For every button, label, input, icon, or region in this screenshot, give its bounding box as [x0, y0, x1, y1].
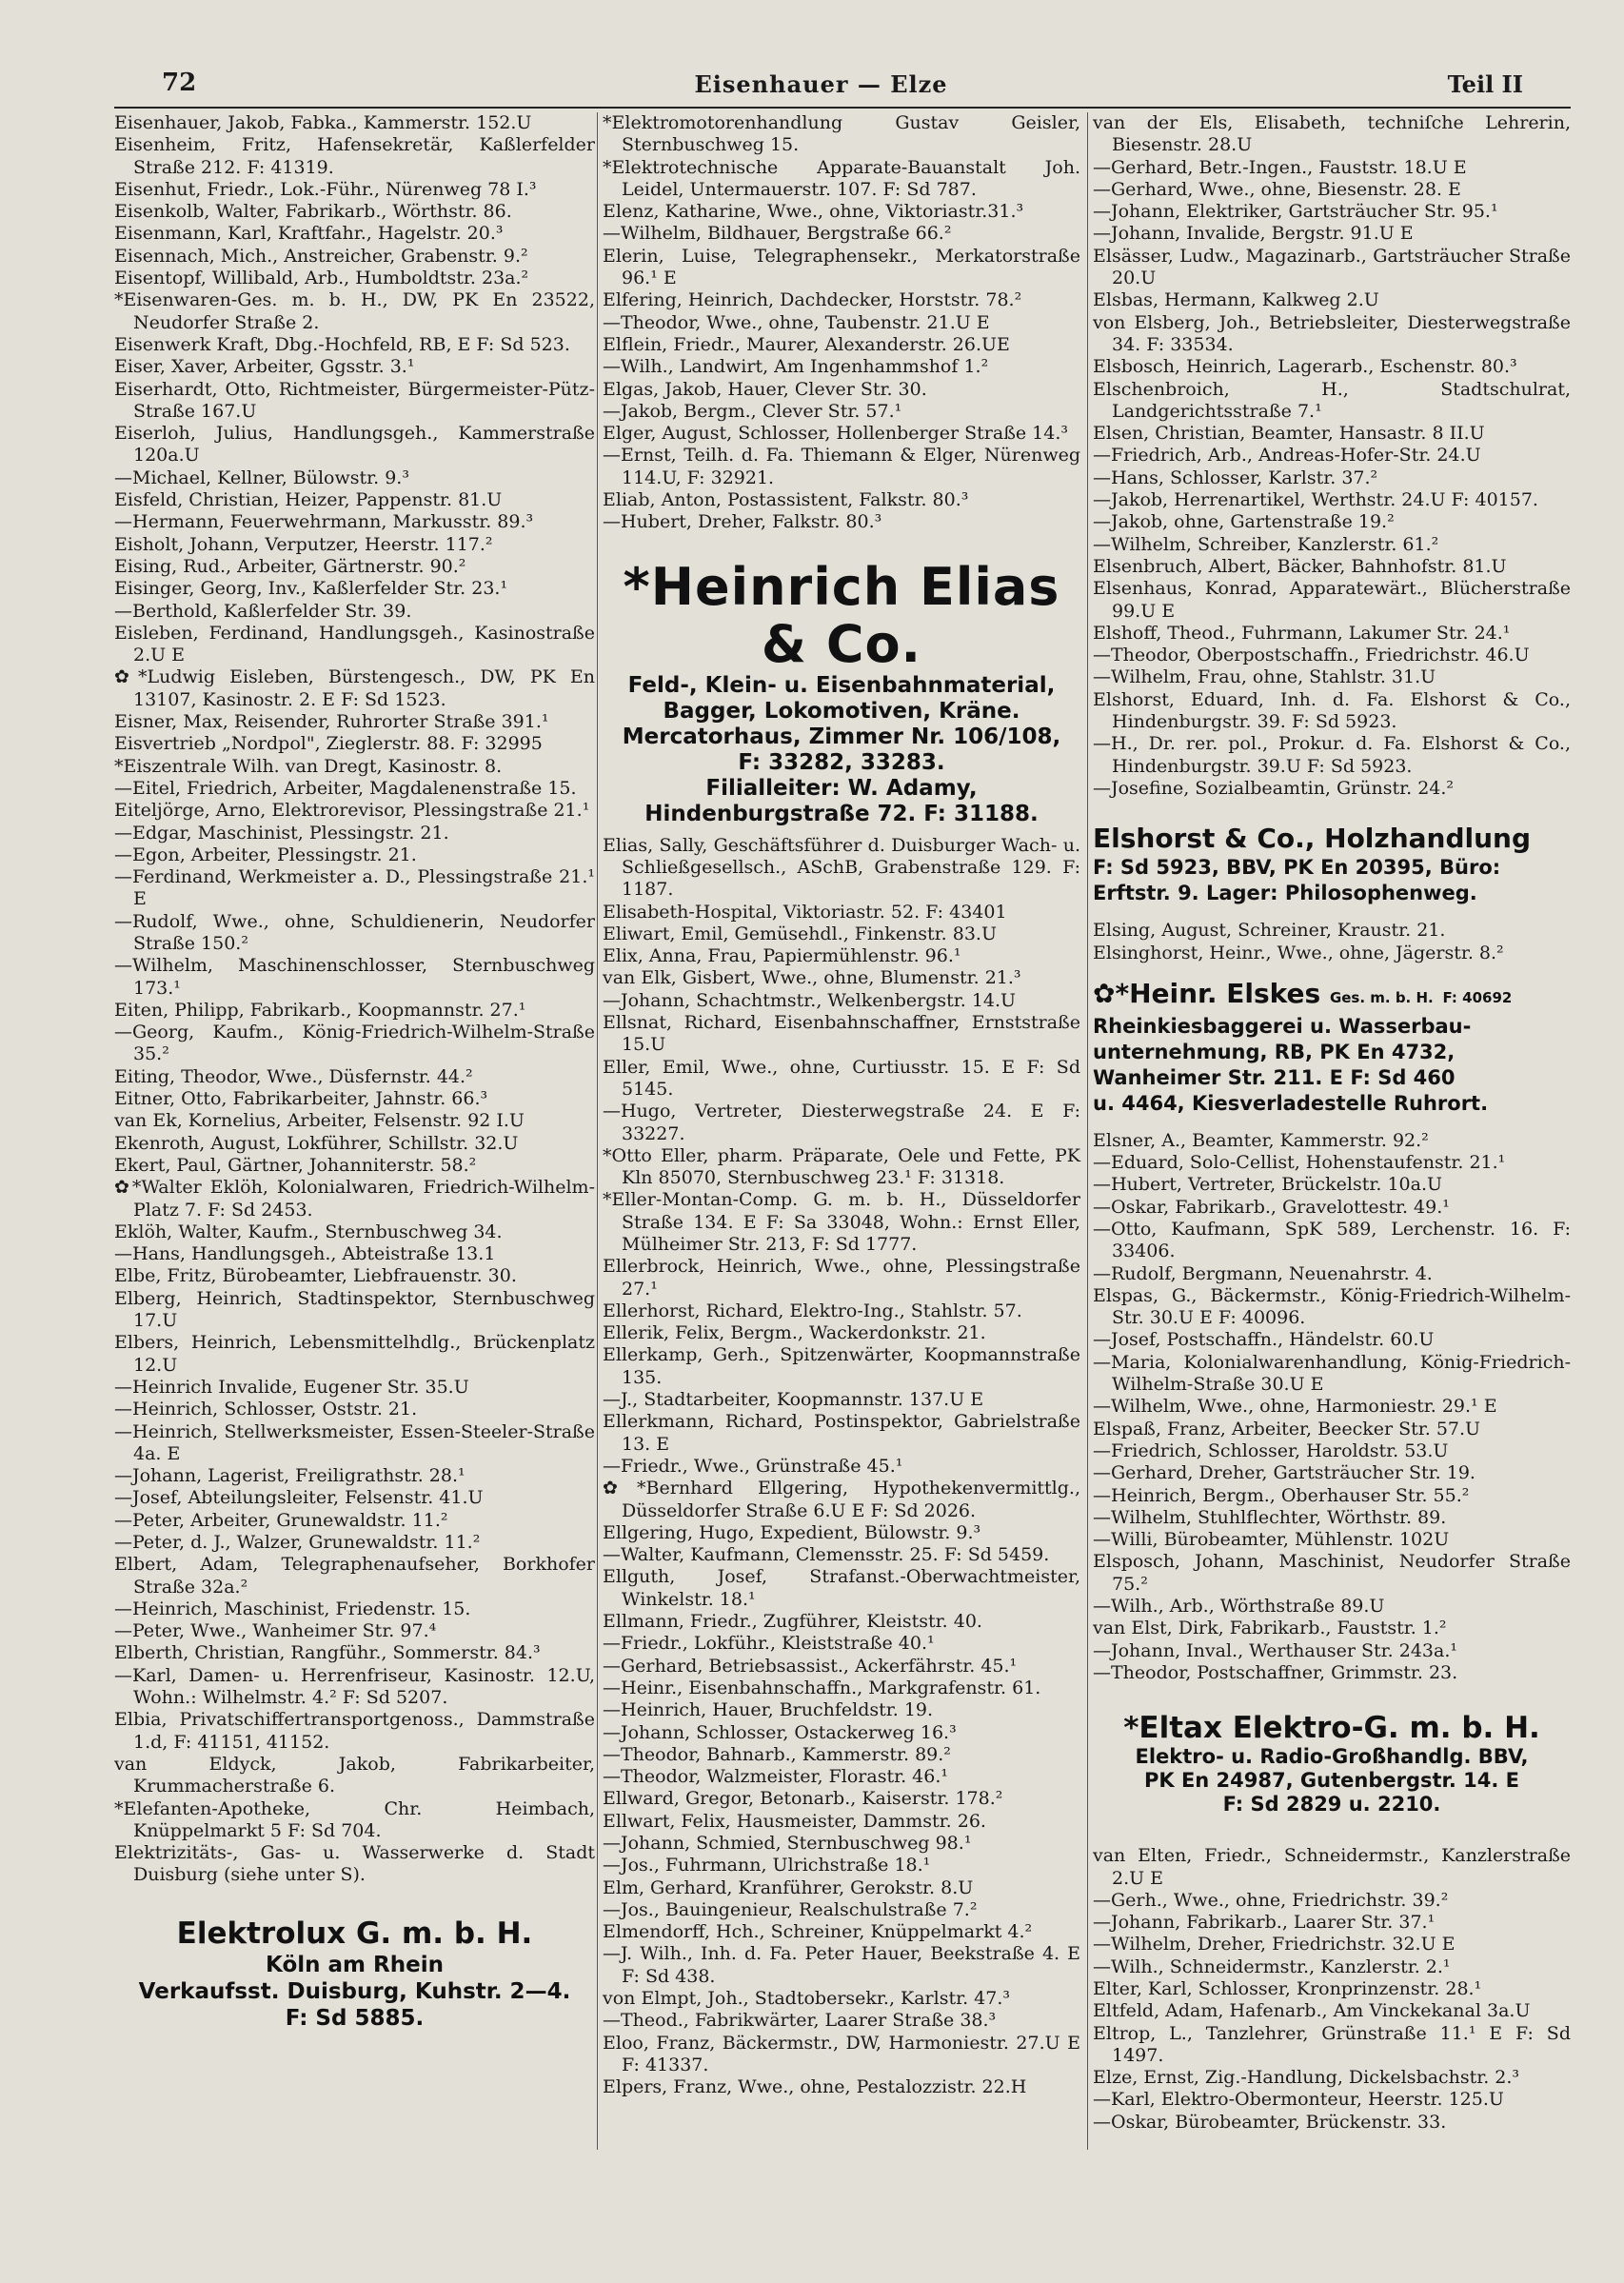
directory-entry: —Jos., Fuhrmann, Ulrichstraße 18.¹: [603, 1855, 931, 1876]
directory-entry: Eltfeld, Adam, Hafenarb., Am Vinckekanal 3a.U: [1093, 2000, 1531, 2022]
directory-entry: —Josef, Abteilungsleiter, Felsenstr. 41.U: [114, 1487, 484, 1509]
directory-entry: —Edgar, Maschinist, Plessingstr. 21.: [114, 822, 449, 844]
ad-elskes-name: ✿*Heinr. Elskes: [1093, 977, 1321, 1009]
directory-entry: —Heinrich, Hauer, Bruchfeldstr. 19.: [603, 1699, 934, 1721]
directory-entry: Eloo, Franz, Bäckermstr., DW, Harmoniestr. 27.U E F: 41337.: [603, 2032, 1080, 2075]
directory-entry: Eiserloh, Julius, Handlungsgeh., Kammerstraße 120a.U: [114, 423, 595, 467]
directory-entry: —Friedrich, Arb., Andreas-Hofer-Str. 24.U: [1093, 445, 1481, 467]
ad-elskes-line2: unternehmung, RB, PK En 4732,: [1093, 1040, 1456, 1063]
column-3-entries-top: [1093, 112, 1571, 800]
directory-entry: Ellmann, Friedr., Zugführer, Kleiststr. 40.: [603, 1611, 982, 1633]
directory-entry: —Otto, Kaufmann, SpK 589, Lerchenstr. 16. F: 33406.: [1093, 1218, 1571, 1262]
directory-entry: Eisleben, Ferdinand, Handlungsgeh., Kasinostraße 2.U E: [114, 622, 595, 666]
directory-entry: Ellerik, Felix, Bergm., Wackerdonkstr. 21.: [603, 1322, 986, 1344]
directory-entry: Elter, Karl, Schlosser, Kronprinzenstr. 28.¹: [1093, 1978, 1482, 1999]
directory-entry: —Johann, Fabrikarb., Laarer Str. 37.¹: [1093, 1912, 1436, 1934]
directory-entry: Elze, Ernst, Zig.-Handlung, Dickelsbachstr. 2.³: [1093, 2067, 1520, 2089]
directory-entry: Elsing, August, Schreiner, Kraustr. 21.: [1093, 920, 1446, 942]
directory-entry: Ekenroth, August, Lokführer, Schillstr. 32.U: [114, 1132, 519, 1154]
directory-entry: *Elektrotechnische Apparate-Bauanstalt Joh. Leidel, Untermauerstr. 107. F: Sd 787.: [603, 156, 1080, 200]
ad-elektrolux-address: Verkaufsst. Duisburg, Kuhstr. 2—4.: [138, 1978, 571, 2004]
directory-entry: —Jakob, Herrenartikel, Werthstr. 24.U F: 40157.: [1093, 489, 1538, 511]
directory-entry: Elm, Gerhard, Kranführer, Gerokstr. 8.U: [603, 1876, 974, 1898]
directory-entry: —Wilhelm, Dreher, Friedrichstr. 32.U E: [1093, 1934, 1456, 1955]
directory-entry: Elenz, Katharine, Wwe., ohne, Viktoriastr.31.³: [603, 201, 1024, 223]
ad-elias: [603, 556, 1080, 827]
directory-entry: —Hubert, Dreher, Falkstr. 80.³: [603, 511, 882, 533]
directory-entry: Elix, Anna, Frau, Papiermühlenstr. 96.¹: [603, 945, 961, 967]
directory-entry: Elberg, Heinrich, Stadtinspektor, Sternbuschweg 17.U: [114, 1287, 595, 1332]
directory-entry: —Theodor, Walzmeister, Florastr. 46.¹: [603, 1766, 949, 1788]
directory-entry: Elsenbruch, Albert, Bäcker, Bahnhofstr. 81.U: [1093, 555, 1507, 577]
directory-entry: Eliab, Anton, Postassistent, Falkstr. 80.³: [603, 489, 969, 511]
directory-entry: —Theod., Fabrikwärter, Laarer Straße 38.³: [603, 2010, 997, 2032]
directory-entry: —Hugo, Vertreter, Diesterwegstraße 24. E F: 33227.: [603, 1101, 1080, 1144]
directory-entry: —Gerhard, Dreher, Gartsträucher Str. 19.: [1093, 1462, 1475, 1484]
directory-entry: Eliwart, Emil, Gemüsehdl., Finkenstr. 83.U: [603, 923, 997, 944]
ad-elskes-phone-small: F: 40692: [1442, 988, 1513, 1006]
directory-entry: Eisholt, Johann, Verputzer, Heerstr. 117.²: [114, 533, 493, 555]
directory-entry: Ellguth, Josef, Strafanst.-Oberwachtmeister, Winkelstr. 18.¹: [603, 1566, 1080, 1610]
directory-entry: van Elk, Gisbert, Wwe., ohne, Blumenstr. 21.³: [603, 967, 1021, 989]
directory-entry: Eisenhauer, Jakob, Fabka., Kammerstr. 152.U: [114, 112, 532, 133]
column-1-entries: [114, 112, 595, 1887]
directory-entry: Ellerhorst, Richard, Elektro-Ing., Stahlstr. 57.: [603, 1300, 1022, 1321]
directory-entry: —Ernst, Teilh. d. Fa. Thiemann & Elger, Nürenweg 114.U, F: 32921.: [603, 445, 1080, 488]
directory-entry: —Hermann, Feuerwehrmann, Markusstr. 89.³: [114, 511, 534, 533]
directory-entry: —Hans, Handlungsgeh., Abteistraße 13.1: [114, 1243, 496, 1265]
directory-entry: van Eldyck, Jakob, Fabrikarbeiter, Krummacherstraße 6.: [114, 1753, 595, 1797]
directory-entry: Elsbosch, Heinrich, Lagerarb., Eschenstr. 80.³: [1093, 356, 1517, 378]
directory-entry: Elfering, Heinrich, Dachdecker, Horststr. 78.²: [603, 289, 1022, 311]
directory-entry: Eisinger, Georg, Inv., Kaßlerfelder Str. 23.¹: [114, 578, 508, 600]
directory-entry: —Hans, Schlosser, Karlstr. 37.²: [1093, 467, 1378, 488]
ad-eltax-name: *Eltax Elektro-G. m. b. H.: [1123, 1711, 1540, 1746]
directory-entry: —Wilhelm, Frau, ohne, Stahlstr. 31.U: [1093, 666, 1436, 688]
directory-entry: Elbers, Heinrich, Lebensmittelhdlg., Brückenplatz 12.U: [114, 1332, 595, 1376]
directory-entry: —Walter, Kaufmann, Clemensstr. 25. F: Sd 5459.: [603, 1544, 1050, 1566]
directory-entry: Eisenhut, Friedr., Lok.-Führ., Nürenweg 78 I.³: [114, 178, 537, 200]
ad-elektrolux: [114, 1916, 595, 2032]
column-2-entries-bottom: [603, 835, 1080, 2099]
directory-entry: Ellgering, Hugo, Expedient, Bülowstr. 9.³: [603, 1521, 981, 1543]
directory-entry: —Gerhard, Betr.-Ingen., Fauststr. 18.U E: [1093, 156, 1467, 178]
directory-entry: Elsner, A., Beamter, Kammerstr. 92.²: [1093, 1129, 1429, 1151]
ad-elias-name: *Heinrich Elias & Co.: [623, 556, 1060, 674]
directory-entry: —Wilhelm, Stuhlflechter, Wörthstr. 89.: [1093, 1506, 1447, 1528]
directory-entry: —Peter, d. J., Walzer, Grunewaldstr. 11.²: [114, 1532, 481, 1553]
directory-entry: Eisvertrieb „Nordpol", Zieglerstr. 88. F: 32995: [114, 733, 543, 755]
directory-entry: —Jos., Bauingenieur, Realschulstraße 7.²: [603, 1898, 978, 1920]
directory-entry: —Heinrich Invalide, Eugener Str. 35.U: [114, 1376, 469, 1398]
ad-eltax-line3: F: Sd 2829 u. 2210.: [1222, 1793, 1441, 1816]
directory-entry: —Theodor, Bahnarb., Kammerstr. 89.²: [603, 1743, 951, 1765]
directory-entry: —Berthold, Kaßlerfelder Str. 39.: [114, 600, 412, 622]
ad-elskes-line3: Wanheimer Str. 211. E F: Sd 460: [1093, 1065, 1456, 1089]
directory-entry: —Johann, Elektriker, Gartsträucher Str. 95.¹: [1093, 201, 1498, 223]
directory-entry: —Oskar, Fabrikarb., Gravelottestr. 49.¹: [1093, 1196, 1450, 1218]
directory-entry: —Maria, Kolonialwarenhandlung, König-Friedrich-Wilhelm-Straße 30.U E: [1093, 1351, 1571, 1396]
directory-entry: Elsposch, Johann, Maschinist, Neudorfer Straße 75.²: [1093, 1551, 1571, 1595]
ad-elshorst-line1: F: Sd 5923, BBV, PK En 20395, Büro:: [1093, 856, 1501, 880]
directory-entry: —Heinrich, Schlosser, Oststr. 21.: [114, 1399, 418, 1420]
directory-entry: —Karl, Damen- u. Herrenfriseur, Kasinostr. 12.U, Wohn.: Wilhelmstr. 4.² F: Sd 5207.: [114, 1664, 595, 1709]
column-3-entries-mid: [1093, 920, 1571, 964]
directory-entry: —Johann, Invalide, Bergstr. 91.U E: [1093, 223, 1414, 245]
directory-entry: *Eisenwaren-Ges. m. b. H., DW, PK En 23522, Neudorfer Straße 2.: [114, 289, 595, 333]
directory-entry: —Josef, Postschaffn., Händelstr. 60.U: [1093, 1329, 1435, 1351]
directory-entry: Eltrop, L., Tanzlehrer, Grünstraße 11.¹ E F: Sd 1497.: [1093, 2022, 1571, 2066]
directory-entry: Eisenmann, Karl, Kraftfahr., Hagelstr. 20.³: [114, 223, 504, 245]
directory-entry: Elsässer, Ludw., Magazinarb., Gartsträucher Straße 20.U: [1093, 245, 1571, 289]
directory-entry: —Johann, Lagerist, Freiligrathstr. 28.¹: [114, 1465, 465, 1487]
directory-entry: Elerin, Luise, Telegraphensekr., Merkatorstraße 96.¹ E: [603, 245, 1080, 289]
directory-entry: —Peter, Wwe., Wanheimer Str. 97.⁴: [114, 1620, 437, 1642]
directory-entry: Eiser, Xaver, Arbeiter, Ggsstr. 3.¹: [114, 356, 415, 378]
directory-entry: —Theodor, Oberpostschaffn., Friedrichstr. 46.U: [1093, 645, 1530, 666]
directory-entry: ✿*Walter Eklöh, Kolonialwaren, Friedrich-Wilhelm-Platz 7. F: Sd 2453.: [114, 1177, 595, 1221]
directory-entry: —Ferdinand, Werkmeister a. D., Plessingstraße 21.¹ E: [114, 866, 595, 910]
ad-elias-line1: Feld-, Klein- u. Eisenbahnmaterial,: [627, 672, 1056, 698]
directory-entry: Eisenwerk Kraft, Dbg.-Hochfeld, RB, E F: Sd 523.: [114, 333, 570, 355]
directory-entry: —Theodor, Wwe., ohne, Taubenstr. 21.U E: [603, 311, 990, 333]
directory-entry: —Karl, Elektro-Obermonteur, Heerstr. 125.U: [1093, 2089, 1504, 2111]
directory-entry: Eiteljörge, Arno, Elektrorevisor, Plessingstraße 21.¹: [114, 800, 590, 822]
directory-entry: *Eiszentrale Wilh. van Dregt, Kasinostr. 8.: [114, 755, 503, 777]
directory-entry: *Otto Eller, pharm. Präparate, Oele und Fette, PK Kln 85070, Sternbuschweg 23.¹ F: 31318.: [603, 1144, 1080, 1189]
directory-entry: Elshorst, Eduard, Inh. d. Fa. Elshorst & Co., Hindenburgstr. 39. F: Sd 5923.: [1093, 688, 1571, 733]
directory-entry: Ellward, Gregor, Betonarb., Kaiserstr. 178.²: [603, 1788, 1003, 1810]
directory-entry: Elisabeth-Hospital, Viktoriastr. 52. F: 43401: [603, 901, 1007, 923]
directory-entry: —Eitel, Friedrich, Arbeiter, Magdalenenstraße 15.: [114, 777, 577, 799]
directory-entry: Eisenheim, Fritz, Hafensekretär, Kaßlerfelder Straße 212. F: 41319.: [114, 134, 595, 178]
directory-entry: Elger, August, Schlosser, Hollenberger Straße 14.³: [603, 423, 1069, 445]
directory-entry: —Heinr., Eisenbahnschaffn., Markgrafenstr. 61.: [603, 1677, 1041, 1698]
ad-elskes-line4: u. 4464, Kiesverladestelle Ruhrort.: [1093, 1091, 1489, 1115]
ad-elektrolux-phone: F: Sd 5885.: [285, 2005, 425, 2031]
column-divider: [1087, 112, 1088, 2150]
directory-entry: —Wilh., Schneidermstr., Kanzlerstr. 2.¹: [1093, 1955, 1451, 1977]
directory-entry: —Friedrich, Schlosser, Haroldstr. 53.U: [1093, 1439, 1449, 1461]
directory-entry: Elbia, Privatschiffertransportgenoss., Dammstraße 1.d, F: 41151, 41152.: [114, 1709, 595, 1753]
page-header: [119, 65, 1523, 103]
column-2: [603, 112, 1080, 2099]
directory-entry: —Josefine, Sozialbeamtin, Grünstr. 24.²: [1093, 777, 1455, 799]
directory-entry: —Gerhard, Betriebsassist., Ackerfährstr. 45.¹: [603, 1655, 1018, 1677]
directory-entry: —J. Wilh., Inh. d. Fa. Peter Hauer, Beekstraße 4. E F: Sd 438.: [603, 1943, 1080, 1987]
ad-elskes: [1093, 978, 1571, 1117]
directory-entry: —Gerhard, Wwe., ohne, Biesenstr. 28. E: [1093, 178, 1461, 200]
column-3-entries-mid2: [1093, 1130, 1571, 1684]
directory-entry: —Friedr., Wwe., Grünstraße 45.¹: [603, 1455, 903, 1477]
directory-entry: —Johann, Schachtmstr., Welkenbergstr. 14.U: [603, 989, 1017, 1011]
directory-entry: —Heinrich, Bergm., Oberhauser Str. 55.²: [1093, 1484, 1470, 1506]
directory-entry: Elektrizitäts-, Gas- u. Wasserwerke d. Stadt Duisburg (siehe unter S).: [114, 1842, 595, 1886]
directory-entry: Elpers, Franz, Wwe., ohne, Pestalozzistr. 22.H: [603, 2076, 1027, 2098]
directory-entry: Elgas, Jakob, Hauer, Clever Str. 30.: [603, 378, 927, 400]
directory-entry: —Johann, Inval., Werthauser Str. 243a.¹: [1093, 1639, 1458, 1661]
directory-entry: Elsenhaus, Konrad, Apparatewärt., Blücherstraße 99.U E: [1093, 578, 1571, 622]
directory-entry: Eisennach, Mich., Anstreicher, Grabenstr. 9.²: [114, 245, 528, 267]
column-2-entries-top: [603, 112, 1080, 534]
directory-entry: Eisner, Max, Reisender, Ruhrorter Straße 391.¹: [114, 711, 549, 733]
directory-entry: —Wilhelm, Wwe., ohne, Harmoniestr. 29.¹ E: [1093, 1396, 1497, 1418]
directory-entry: Eklöh, Walter, Kaufm., Sternbuschweg 34.: [114, 1221, 503, 1242]
directory-entry: *Eller-Montan-Comp. G. m. b. H., Düsseldorfer Straße 134. E F: Sa 33048, Wohn.: Ernst Eller, Mülheimer Str. 213, F: Sd 1777.: [603, 1189, 1080, 1255]
directory-entry: von Elsberg, Joh., Betriebsleiter, Diesterwegstraße 34. F: 33534.: [1093, 311, 1571, 355]
header-rule: [114, 107, 1571, 109]
ad-elias-line2: Bagger, Lokomotiven, Kräne.: [663, 698, 1020, 724]
directory-entry: Eitner, Otto, Fabrikarbeiter, Jahnstr. 66.³: [114, 1088, 488, 1110]
ad-eltax: [1093, 1711, 1571, 1816]
ad-elias-line5: Filialleiter: W. Adamy, Hindenburgstraße 72. F: 31188.: [644, 775, 1039, 826]
directory-entry: —Eduard, Solo-Cellist, Hohenstaufenstr. 21.¹: [1093, 1152, 1506, 1174]
directory-entry: —Gerh., Wwe., ohne, Friedrichstr. 39.²: [1093, 1889, 1449, 1911]
directory-entry: —Hubert, Vertreter, Brückelstr. 10a.U: [1093, 1174, 1443, 1196]
directory-entry: —Friedr., Lokführ., Kleiststraße 40.¹: [603, 1633, 935, 1655]
directory-entry: Elflein, Friedr., Maurer, Alexanderstr. 26.UE: [603, 333, 1010, 355]
directory-entry: —Willi, Bürobeamter, Mühlenstr. 102U: [1093, 1529, 1450, 1551]
directory-entry: —Johann, Schmied, Sternbuschweg 98.¹: [603, 1833, 972, 1854]
directory-entry: —Egon, Arbeiter, Plessingstr. 21.: [114, 844, 417, 865]
ad-elektrolux-name: Elektrolux G. m. b. H.: [176, 1916, 533, 1951]
directory-entry: Elschenbroich, H., Stadtschulrat, Landgerichtsstraße 7.¹: [1093, 378, 1571, 422]
directory-entry: ✿*Ludwig Eisleben, Bürstengesch., DW, PK En 13107, Kasinostr. 2. E F: Sd 1523.: [114, 666, 595, 710]
directory-entry: Ellerkamp, Gerh., Spitzenwärter, Koopmannstraße 135.: [603, 1344, 1080, 1388]
ad-elshorst-name: Elshorst & Co., Holzhandlung: [1093, 823, 1532, 855]
directory-entry: —Peter, Arbeiter, Grunewaldstr. 11.²: [114, 1509, 448, 1531]
directory-entry: —Jakob, Bergm., Clever Str. 57.¹: [603, 400, 902, 422]
directory-entry: —Wilhelm, Schreiber, Kanzlerstr. 61.²: [1093, 533, 1439, 555]
directory-entry: Eiten, Philipp, Fabrikarb., Koopmannstr. 27.¹: [114, 999, 526, 1021]
ad-elshorst: [1093, 823, 1571, 906]
directory-entry: Elsbas, Hermann, Kalkweg 2.U: [1093, 289, 1379, 311]
directory-entry: —Wilhelm, Bildhauer, Bergstraße 66.²: [603, 223, 952, 245]
directory-entry: Ellwart, Felix, Hausmeister, Dammstr. 26.: [603, 1810, 986, 1832]
directory-entry: Elias, Sally, Geschäftsführer d. Duisburger Wach- u. Schließgesellsch., ASchB, Grabenstraße 129. F: 1187.: [603, 834, 1080, 901]
directory-entry: —Johann, Schlosser, Ostackerweg 16.³: [603, 1721, 957, 1743]
directory-entry: Eller, Emil, Wwe., ohne, Curtiusstr. 15. E F: Sd 5145.: [603, 1056, 1080, 1100]
ad-elskes-line1: Rheinkiesbaggerei u. Wasserbau-: [1093, 1014, 1472, 1038]
ad-elias-line3: Mercatorhaus, Zimmer Nr. 106/108,: [622, 724, 1061, 749]
page-part: Teil II: [1447, 70, 1523, 98]
directory-entry: Ellerbrock, Heinrich, Wwe., ohne, Plessingstraße 27.¹: [603, 1256, 1080, 1300]
page-title: Eisenhauer — Elze: [694, 70, 948, 98]
directory-entry: *Elektromotorenhandlung Gustav Geisler, Sternbuschweg 15.: [603, 112, 1080, 156]
directory-entry: van Elten, Friedr., Schneidermstr., Kanzlerstraße 2.U E: [1093, 1845, 1571, 1889]
directory-entry: Elsinghorst, Heinr., Wwe., ohne, Jägerstr. 8.²: [1093, 942, 1504, 963]
directory-entry: Elspas, G., Bäckermstr., König-Friedrich-Wilhelm-Str. 30.U E F: 40096.: [1093, 1284, 1571, 1329]
ad-elshorst-line2: Erftstr. 9. Lager: Philosophenweg.: [1093, 882, 1477, 905]
directory-entry: —H., Dr. rer. pol., Prokur. d. Fa. Elshorst & Co., Hindenburgstr. 39.U F: Sd 5923.: [1093, 733, 1571, 777]
directory-entry: Elberth, Christian, Rangführ., Sommerstr. 84.³: [114, 1642, 541, 1664]
directory-entry: —Heinrich, Maschinist, Friedenstr. 15.: [114, 1598, 471, 1619]
directory-entry: —Rudolf, Bergmann, Neuenahrstr. 4.: [1093, 1262, 1433, 1284]
directory-entry: Eisfeld, Christian, Heizer, Pappenstr. 81.U: [114, 489, 503, 511]
ad-elias-line4: F: 33282, 33283.: [738, 749, 945, 775]
directory-entry: —Wilhelm, Maschinenschlosser, Sternbuschweg 173.¹: [114, 955, 595, 999]
directory-entry: Elsen, Christian, Beamter, Hansastr. 8 II.U: [1093, 423, 1485, 445]
directory-entry: Ellerkmann, Richard, Postinspektor, Gabrielstraße 13. E: [603, 1411, 1080, 1455]
directory-entry: Elbert, Adam, Telegraphenaufseher, Borkhofer Straße 32a.²: [114, 1554, 595, 1598]
directory-entry: Elbe, Fritz, Bürobeamter, Liebfrauenstr. 30.: [114, 1265, 517, 1287]
ad-eltax-line1: Elektro- u. Radio-Großhandlg. BBV,: [1135, 1745, 1529, 1769]
directory-entry: Ellsnat, Richard, Eisenbahnschaffner, Ernststraße 15.U: [603, 1012, 1080, 1056]
directory-entry: —Georg, Kaufm., König-Friedrich-Wilhelm-Straße 35.²: [114, 1022, 595, 1065]
directory-entry: Eisentopf, Willibald, Arb., Humboldtstr. 23a.²: [114, 268, 529, 289]
page-number: 72: [162, 69, 197, 97]
column-1: [114, 112, 595, 2032]
directory-entry: —Theodor, Postschaffner, Grimmstr. 23.: [1093, 1661, 1458, 1683]
directory-entry: *Elefanten-Apotheke, Chr. Heimbach, Knüppelmarkt 5 F: Sd 704.: [114, 1797, 595, 1841]
directory-entry: Eisenkolb, Walter, Fabrikarb., Wörthstr. 86.: [114, 201, 512, 223]
column-3: [1093, 112, 1571, 2134]
directory-entry: —Michael, Kellner, Bülowstr. 9.³: [114, 467, 409, 488]
directory-entry: —Wilh., Arb., Wörthstraße 89.U: [1093, 1596, 1385, 1618]
directory-entry: van Elst, Dirk, Fabrikarb., Fauststr. 1.²: [1093, 1618, 1447, 1639]
column-divider: [597, 112, 598, 2150]
directory-entry: —Rudolf, Wwe., ohne, Schuldienerin, Neudorfer Straße 150.²: [114, 910, 595, 954]
directory-entry: van Ek, Kornelius, Arbeiter, Felsenstr. 92 I.U: [114, 1110, 525, 1132]
directory-entry: van der Els, Elisabeth, techniſche Lehrerin, Biesenstr. 28.U: [1093, 112, 1571, 156]
directory-entry: —Oskar, Bürobeamter, Brückenstr. 33.: [1093, 2111, 1447, 2133]
directory-entry: —Jakob, ohne, Gartenstraße 19.²: [1093, 511, 1395, 533]
directory-entry: Eiting, Theodor, Wwe., Düsfernstr. 44.²: [114, 1065, 473, 1087]
ad-elskes-heading: [1093, 978, 1571, 1014]
directory-entry: von Elmpt, Joh., Stadtobersekr., Karlstr. 47.³: [603, 1988, 1011, 2010]
directory-entry: Eising, Rud., Arbeiter, Gärtnerstr. 90.²: [114, 555, 466, 577]
directory-entry: —J., Stadtarbeiter, Koopmannstr. 137.U E: [603, 1389, 984, 1411]
directory-entry: Elshoff, Theod., Fuhrmann, Lakumer Str. 24.¹: [1093, 622, 1511, 644]
ad-eltax-line2: PK En 24987, Gutenbergstr. 14. E: [1143, 1769, 1520, 1793]
directory-entry: Ekert, Paul, Gärtner, Johanniterstr. 58.²: [114, 1154, 477, 1176]
directory-entry: Eiserhardt, Otto, Richtmeister, Bürgermeister-Pütz-Straße 167.U: [114, 378, 595, 422]
directory-entry: Elspaß, Franz, Arbeiter, Beecker Str. 57.U: [1093, 1418, 1481, 1439]
column-3-entries-bottom: [1093, 1845, 1571, 2134]
directory-entry: Elmendorff, Hch., Schreiner, Knüppelmarkt 4.²: [603, 1921, 1033, 1943]
directory-entry: —Heinrich, Stellwerksmeister, Essen-Steeler-Straße 4a. E: [114, 1420, 595, 1464]
ad-elektrolux-city: Köln am Rhein: [266, 1952, 444, 1977]
directory-entry: ✿*Bernhard Ellgering, Hypothekenvermittlg., Düsseldorfer Straße 6.U E F: Sd 2026.: [603, 1478, 1080, 1521]
directory-entry: —Wilh., Landwirt, Am Ingenhammshof 1.²: [603, 356, 989, 378]
ad-elskes-suffix: Ges. m. b. H.: [1329, 988, 1434, 1006]
